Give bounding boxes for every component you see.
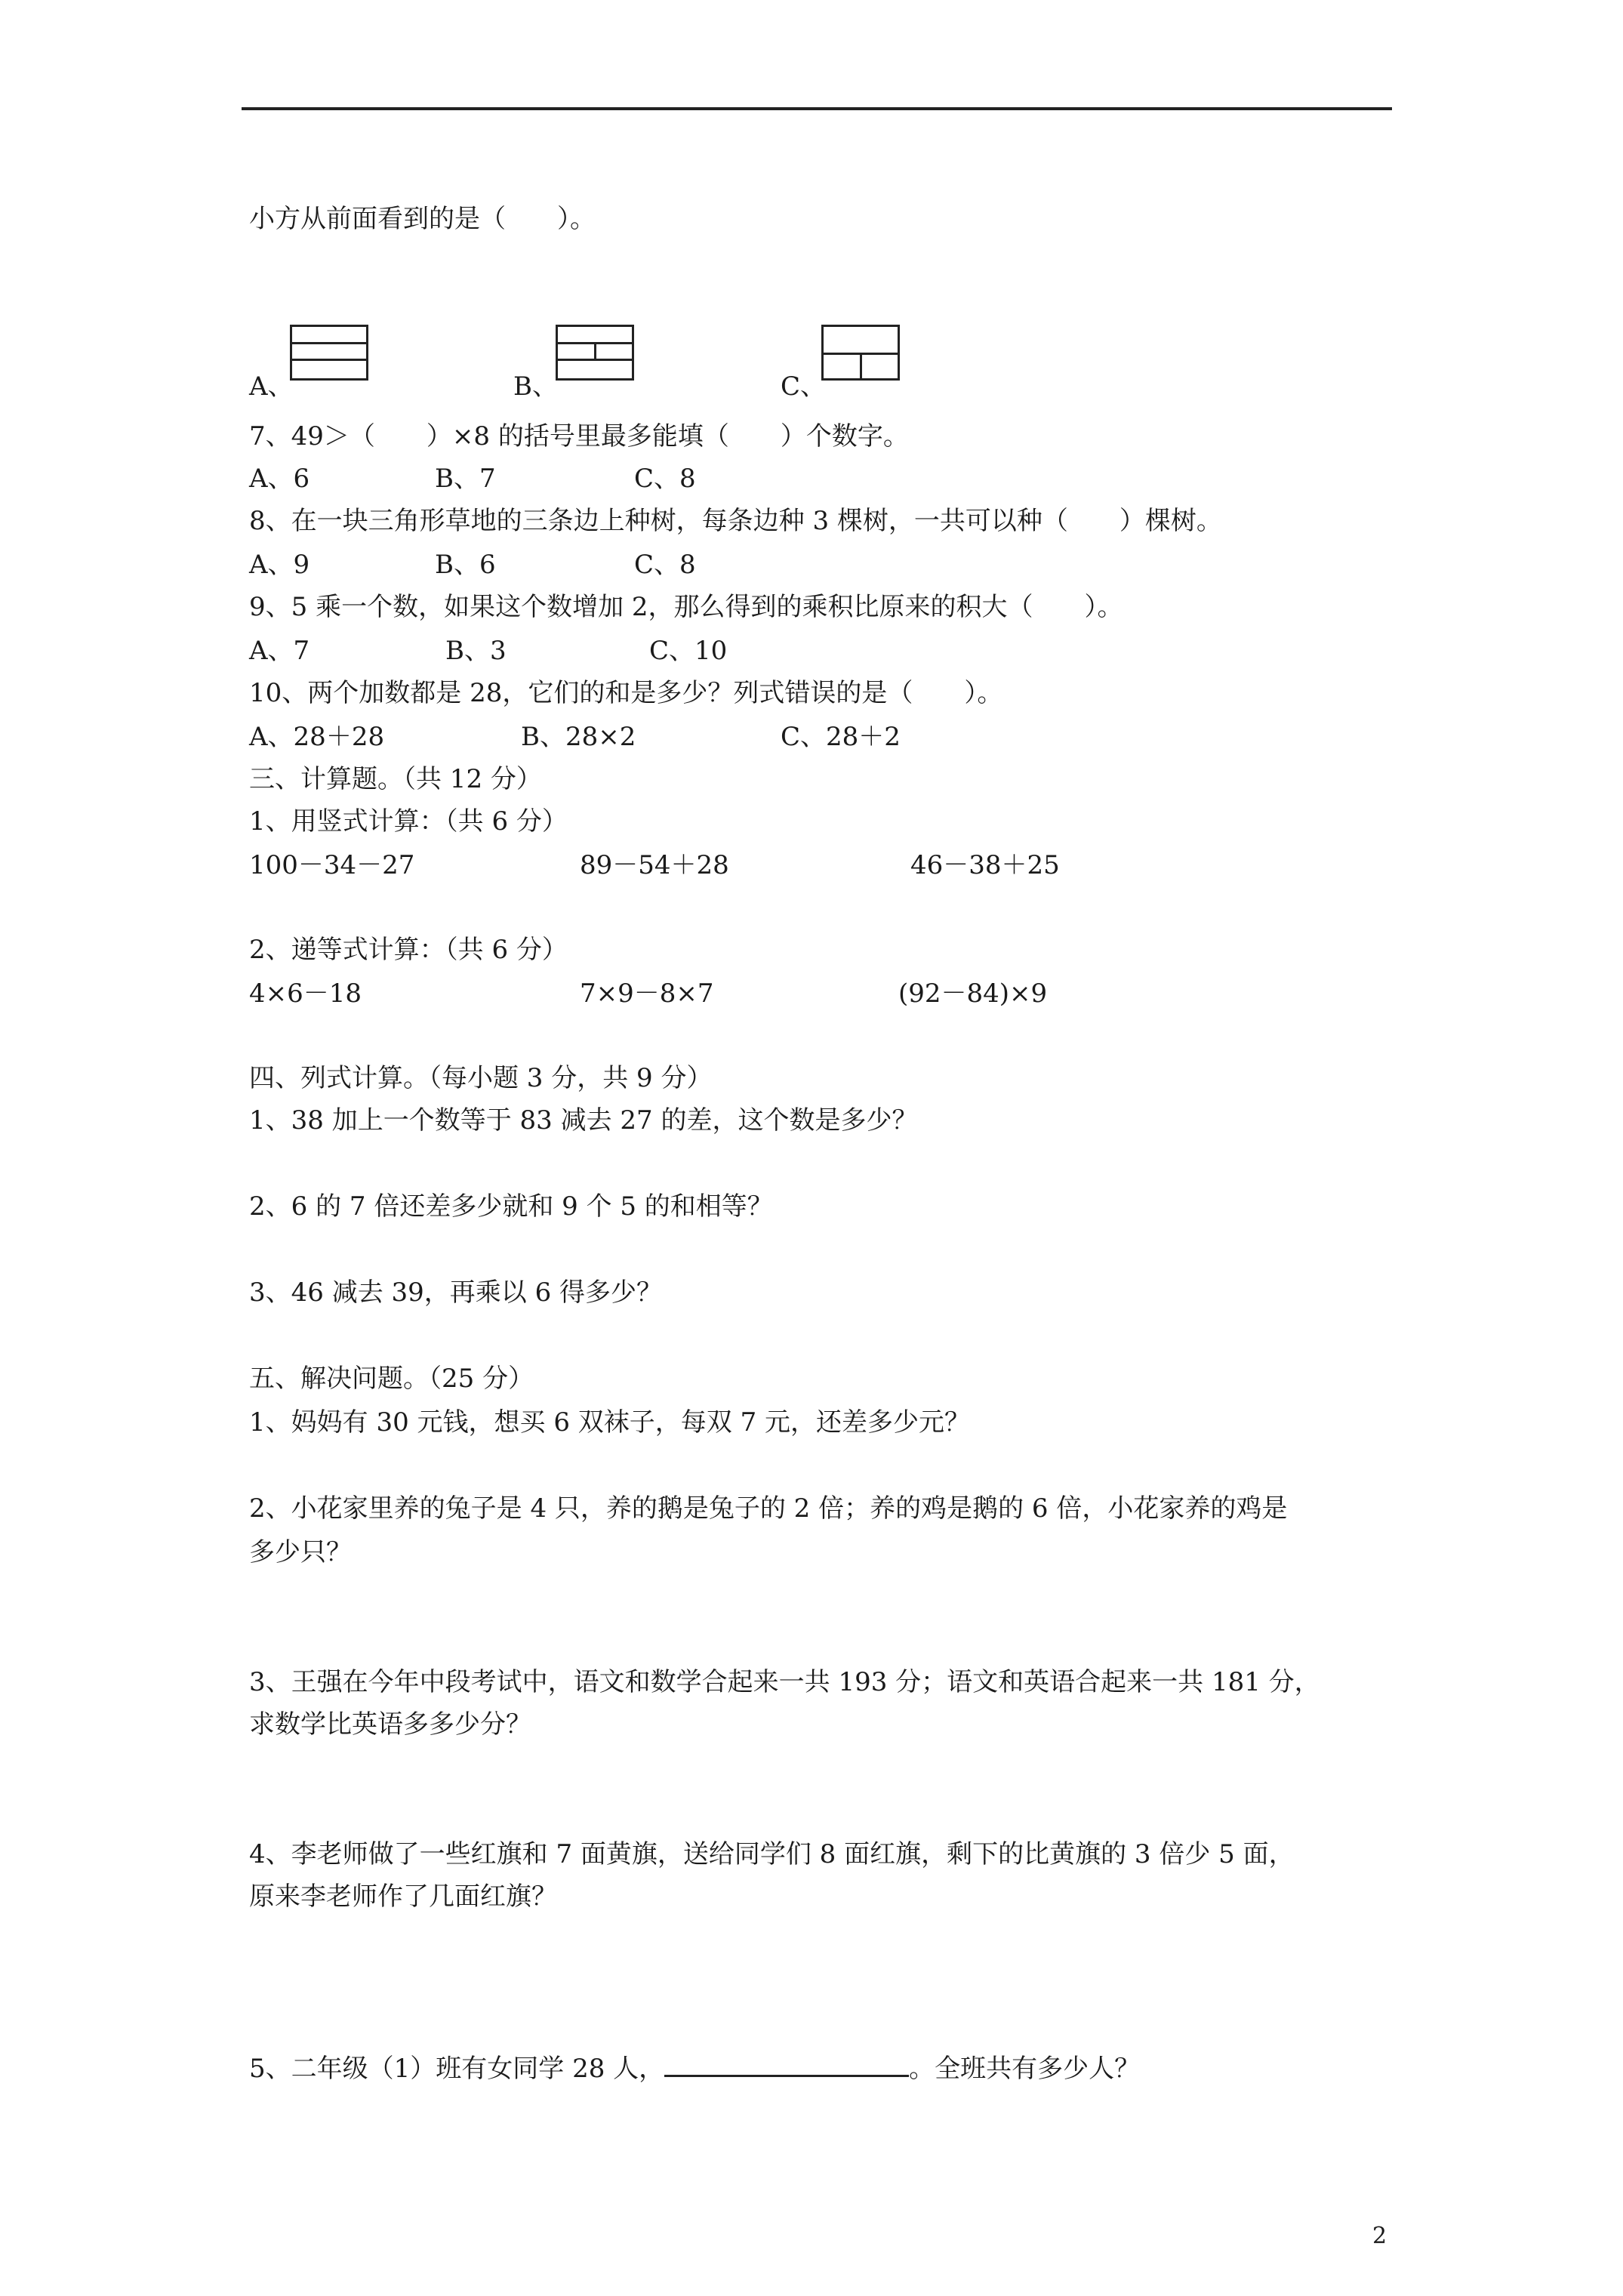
s5-question-5-suffix: 。全班共有多少人？ [909,2054,1141,2084]
q10-stem: 10、两个加数都是 28，它们的和是多少？列式错误的是（ ）。 [249,678,1003,708]
s5-question-2-line-1: 2、小花家里养的兔子是 4 只，养的鹅是兔子的 2 倍；养的鸡是鹅的 6 倍，小花家养的鸡是 [249,1493,1288,1524]
s3-part1-item-1: 100－34－27 [249,850,415,880]
page-number: 2 [1372,2223,1387,2249]
header-rule [242,107,1392,110]
q6-stem: 小方从前面看到的是（ ）。 [249,204,596,234]
section-4-title: 四、列式计算。（每小题 3 分，共 9 分） [249,1063,713,1093]
s5-question-3-line-1: 3、王强在今年中段考试中，语文和数学合起来一共 193 分；语文和英语合起来一共 181 分， [249,1667,1320,1697]
q8-option-b: B、6 [435,550,496,580]
s3-part1-title: 1、用竖式计算：（共 6 分） [249,806,568,837]
q9-option-c: C、10 [649,636,728,666]
q10-option-c: C、28＋2 [781,722,901,752]
s4-question-3: 3、46 减去 39，再乘以 6 得多少？ [249,1277,663,1308]
s3-part1-item-2: 89－54＋28 [580,850,729,880]
q6-figure-c [821,325,900,381]
s3-part2-item-2: 7×9－8×7 [580,978,714,1009]
answer-blank[interactable] [664,2052,909,2077]
s5-question-5-prefix: 5、二年级（1）班有女同学 28 人， [249,2054,665,2084]
s3-part2-item-3: (92－84)×9 [898,978,1048,1009]
q7-option-c: C、8 [634,464,696,494]
s5-question-1: 1、妈妈有 30 元钱，想买 6 双袜子，每双 7 元，还差多少元？ [249,1407,971,1438]
q6-figure-b [556,325,634,381]
q6-figure-a [290,325,368,381]
q8-option-c: C、8 [634,550,696,580]
q8-option-a: A、9 [249,550,310,580]
s5-question-2-line-2: 多少只？ [249,1537,352,1567]
q9-option-a: A、7 [249,636,310,666]
q9-stem: 9、5 乘一个数，如果这个数增加 2，那么得到的乘积比原来的积大（ ）。 [249,592,1123,622]
s4-question-1: 1、38 加上一个数等于 83 减去 27 的差，这个数是多少？ [249,1105,918,1136]
q9-option-b: B、3 [445,636,507,666]
q7-option-b: B、7 [435,464,496,494]
q10-option-a: A、28＋28 [249,722,385,752]
s3-part2-title: 2、递等式计算：（共 6 分） [249,935,568,965]
q6-option-a-label: A、 [249,371,294,402]
q6-option-c-label: C、 [781,371,827,402]
s5-question-3-line-2: 求数学比英语多多少分？ [249,1709,531,1740]
q10-option-b: B、28×2 [521,722,636,752]
q7-option-a: A、6 [249,464,310,494]
s3-part1-item-3: 46－38＋25 [910,850,1060,880]
q6-option-b-label: B、 [513,371,558,402]
s5-question-4-line-1: 4、李老师做了一些红旗和 7 面黄旗，送给同学们 8 面红旗，剩下的比黄旗的 3 倍少 5 面， [249,1839,1295,1869]
s5-question-4-line-2: 原来李老师作了几面红旗？ [249,1881,557,1912]
q7-stem: 7、49＞（ ）×8 的括号里最多能填（ ）个数字。 [249,421,909,451]
section-3-title: 三、计算题。（共 12 分） [249,764,542,794]
section-5-title: 五、解决问题。（25 分） [249,1364,534,1394]
s4-question-2: 2、6 的 7 倍还差多少就和 9 个 5 的和相等？ [249,1191,773,1222]
s3-part2-item-1: 4×6－18 [249,978,362,1009]
s5-question-5 [249,2052,1140,2085]
q8-stem: 8、在一块三角形草地的三条边上种树，每条边种 3 棵树，一共可以种（ ）棵树。 [249,506,1222,536]
